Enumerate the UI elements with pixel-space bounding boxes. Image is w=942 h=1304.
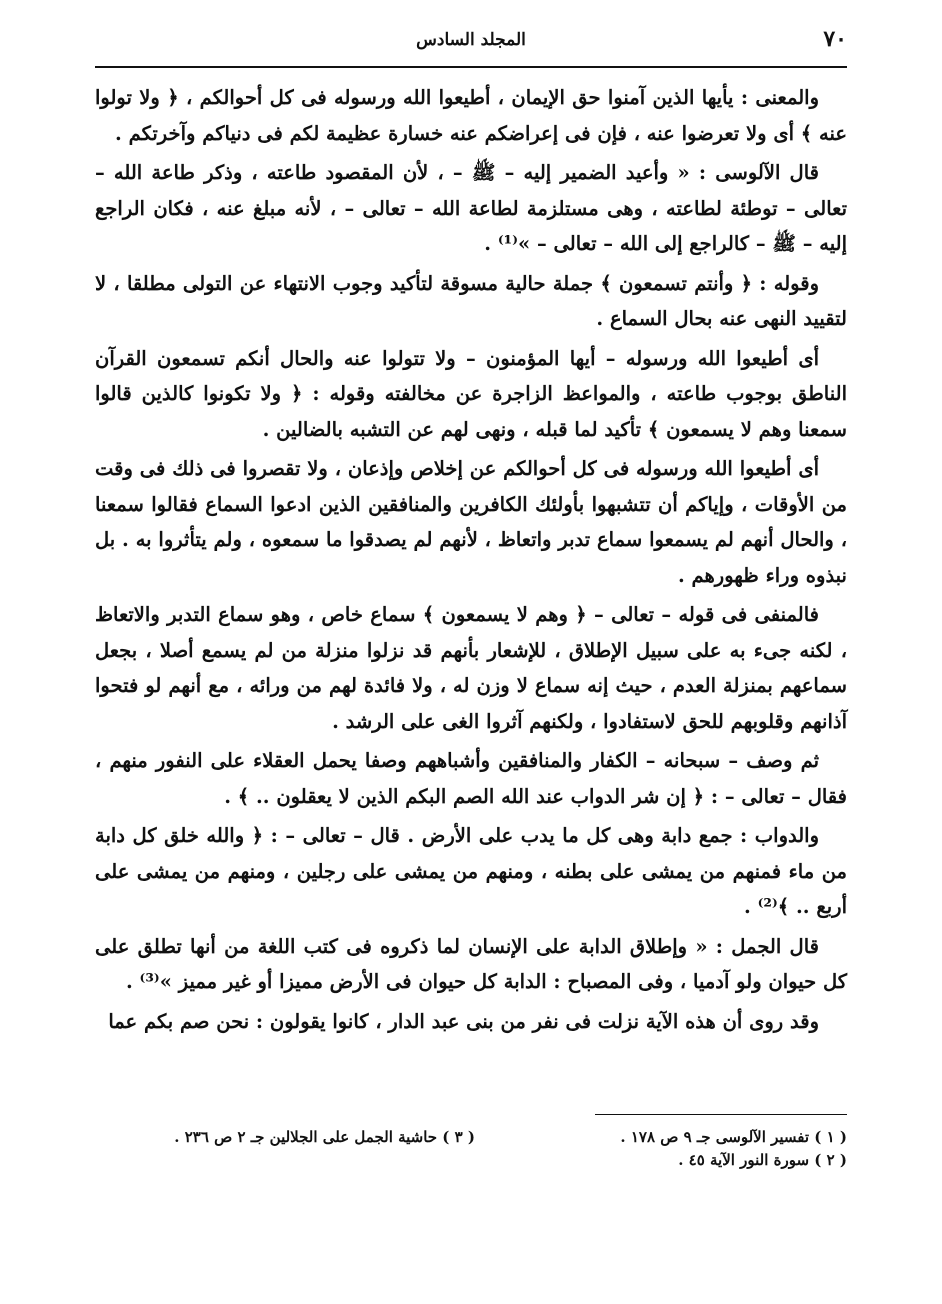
footnote-2: ( ٢ ) سورة النور الآية ٤٥ . [678, 1151, 847, 1169]
paragraph: والمعنى : يأيها الذين آمنوا حق الإيمان ، أطيعوا الله ورسوله فى كل أحوالكم ، ﴿ ولا تولوا عنه ﴾ أى ولا تعرضوا عنه ، فإن فى إعراضكم عنه خسارة عظيمة لكم فى دنياكم وآخرتكم . [95, 86, 847, 145]
paragraph: قال الجمل : « وإطلاق الدابة على الإنسان لما ذكروه فى كتب اللغة من أنها تطلق على كل حيوان ولو آدميا ، وفى المصباح : الدابة كل حيوان فى الأرض مميزا أو غير مميز »⁽³⁾ . [95, 934, 847, 993]
paragraph: والدواب : جمع دابة وهى كل ما يدب على الأرض . قال – تعالى – : ﴿ والله خلق كل دابة من ماء فمنهم من يمشى على بطنه ، ومنهم من يمشى على رجلين ، ومنهم من يمشى على أربع .. ﴾⁽²⁾ . [95, 824, 847, 918]
running-title: المجلد السادس [416, 30, 526, 50]
page-number: ٧٠ [823, 26, 847, 52]
paragraph: ثم وصف – سبحانه – الكفار والمنافقين وأشباههم وصفا يحمل العقلاء على النفور منهم ، فقال – تعالى – : ﴿ إن شر الدواب عند الله الصم البكم الذين لا يعقلون .. ﴾ . [95, 749, 847, 808]
footnote-rule [595, 1114, 847, 1115]
paragraph: قال الآلوسى : « وأعيد الضمير إليه – ﷺ – ، لأن المقصود طاعته ، وذكر طاعة الله – تعالى – توطئة لطاعته ، وهى مستلزمة لطاعة الله – تعالى – ، لأنه مبلغ عنه ، فكان الراجع إليه – ﷺ – كالراجع إلى الله – تعالى – »⁽¹⁾ . [95, 161, 847, 255]
paragraph: وقد روى أن هذه الآية نزلت فى نفر من بنى عبد الدار ، كانوا يقولون : نحن صم بكم عما [108, 1009, 819, 1033]
footnotes-left-column [135, 1126, 475, 1149]
footnote-3: ( ٣ ) حاشية الجمل على الجلالين جـ ٢ ص ٢٣٦ . [174, 1128, 475, 1146]
footnotes-right-column [517, 1126, 847, 1172]
paragraph: أى أطيعوا الله ورسوله فى كل أحوالكم عن إخلاص وإذعان ، ولا تقصروا فى ذلك فى وقت من الأوقات ، وإياكم أن تتشبهوا بأولئك الكافرين والمنافقين الذين ادعوا السماع فقالوا سمعنا ، والحال أنهم لم يسمعوا سماع تدبر واتعاظ ، لأنهم لم يصدقوا ما سمعوه ، ولم يتأثروا به . بل نبذوه وراء ظهورهم . [95, 457, 847, 587]
paragraph: أى أطيعوا الله ورسوله – أيها المؤمنون – ولا تتولوا عنه والحال أنكم تسمعون القرآن الناطق بوجوب طاعته ، والمواعظ الزاجرة عن مخالفته وقوله : ﴿ ولا تكونوا كالذين قالوا سمعنا وهم لا يسمعون ﴾ تأكيد لما قبله ، ونهى لهم عن التشبه بالضالين . [95, 346, 847, 441]
body-text [95, 80, 847, 1043]
header-rule [95, 66, 847, 68]
paragraph: فالمنفى فى قوله – تعالى – ﴿ وهم لا يسمعون ﴾ سماع خاص ، وهو سماع التدبر والاتعاظ ، لكنه جىء به على سبيل الإطلاق ، للإشعار بأنهم قد نزلوا منزلة من لم يسمع أصلا ، بجعل سماعهم بمنزلة العدم ، حيث إنه سماع لا وزن له ، ولا فائدة لهم من ورائه ، مع أنهم لو فتحوا آذانهم وقلوبهم للحق لاستفادوا ، ولكنهم آثروا الغى على الرشد . [95, 603, 847, 733]
page-header [95, 22, 847, 62]
footnote-1: ( ١ ) تفسير الآلوسى جـ ٩ ص ١٧٨ . [620, 1128, 847, 1146]
paragraph: وقوله : ﴿ وأنتم تسمعون ﴾ جملة حالية مسوقة لتأكيد وجوب الانتهاء عن التولى مطلقا ، لا لتقييد النهى عنه بحال السماع . [95, 271, 847, 330]
